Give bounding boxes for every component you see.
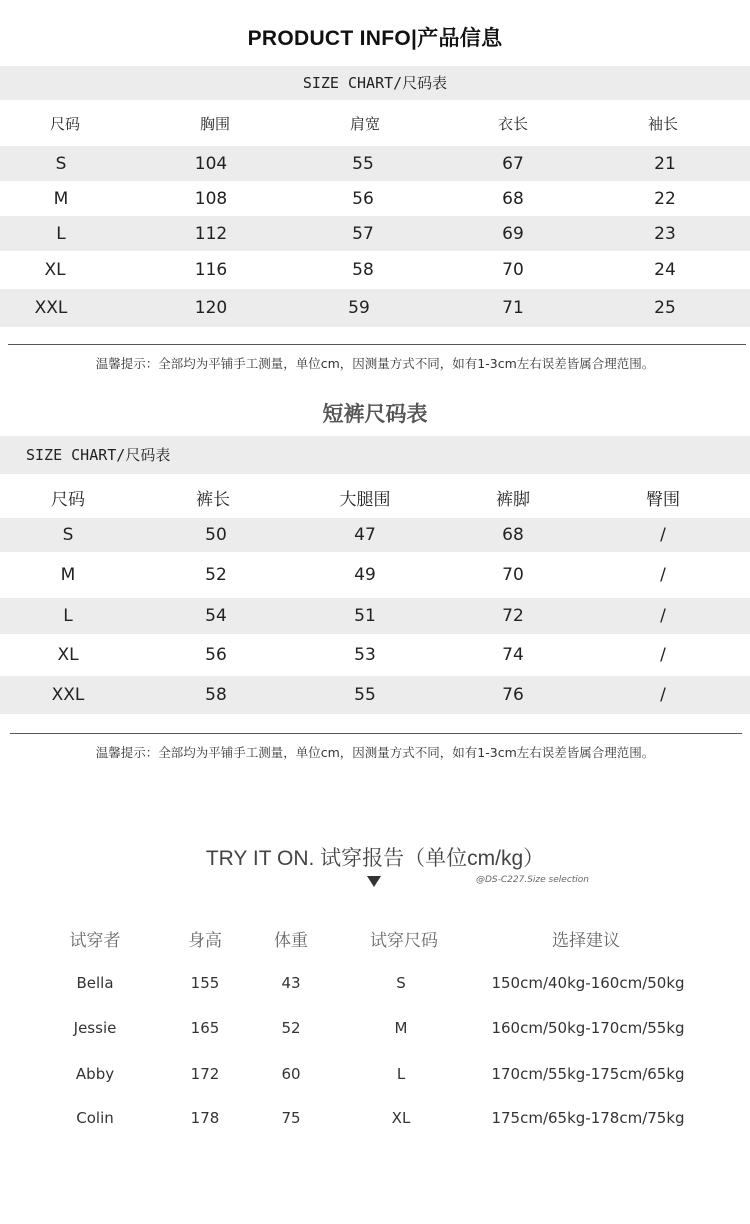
table-row <box>0 216 750 251</box>
table-cell: XL <box>57 645 79 665</box>
table-cell: / <box>660 606 666 626</box>
tester-height: 165 <box>190 1019 220 1037</box>
table-cell: 120 <box>194 298 228 318</box>
header-cell: 尺码 <box>49 114 80 133</box>
table-row <box>0 556 750 594</box>
size-suggestion: 150cm/40kg-160cm/50kg <box>491 974 685 992</box>
tester-weight: 60 <box>281 1065 301 1083</box>
table-cell: L <box>63 606 73 626</box>
table-row <box>0 676 750 714</box>
divider <box>10 733 742 734</box>
page-title: PRODUCT INFO|产品信息 <box>247 27 503 50</box>
table-cell: 104 <box>194 153 228 174</box>
table-cell: 58 <box>205 685 227 705</box>
table-row <box>0 518 750 552</box>
top-size-table <box>0 100 750 328</box>
table-cell: 52 <box>205 565 227 585</box>
table-cell: 116 <box>194 260 228 280</box>
try-on-row <box>0 967 750 999</box>
table-cell: / <box>660 685 666 705</box>
header-cell: 袖长 <box>647 114 678 133</box>
table-cell: 51 <box>354 606 376 626</box>
tester-height: 155 <box>190 974 220 992</box>
tester-weight: 43 <box>281 974 301 992</box>
table-cell: XL <box>44 260 66 280</box>
table-row <box>0 289 750 327</box>
table-cell: 58 <box>352 260 374 280</box>
tester-size: S <box>396 974 406 992</box>
table-cell: 70 <box>502 565 524 585</box>
try-on-header-row <box>0 918 750 958</box>
table-cell: S <box>55 153 67 174</box>
tester-height: 172 <box>190 1065 220 1083</box>
table-header-row <box>0 100 750 146</box>
try-on-row <box>0 1058 750 1090</box>
shorts-size-chart-band <box>0 436 750 474</box>
table-cell: 21 <box>654 153 676 174</box>
table-cell: XXL <box>51 685 85 705</box>
table-cell: 70 <box>502 260 524 280</box>
size-chart-band <box>0 66 750 100</box>
tester-name: Bella <box>76 974 114 992</box>
down-triangle-icon <box>367 876 381 887</box>
header-cell: 尺码 <box>51 489 85 510</box>
table-cell: / <box>660 645 666 665</box>
table-cell: S <box>62 525 74 545</box>
size-suggestion: 170cm/55kg-175cm/65kg <box>491 1065 685 1083</box>
tester-weight: 52 <box>281 1019 301 1037</box>
header-cell: 臀围 <box>646 489 680 510</box>
size-chart-label: SIZE CHART/尺码表 <box>302 74 448 92</box>
try-on-row <box>0 1012 750 1044</box>
header-cell: 试穿者 <box>69 930 121 951</box>
table-cell: 53 <box>354 645 376 665</box>
table-cell: 22 <box>654 188 676 209</box>
table-row <box>0 598 750 634</box>
table-cell: 68 <box>502 525 524 545</box>
table-cell: / <box>660 565 666 585</box>
table-cell: 47 <box>354 525 376 545</box>
table-cell: / <box>660 525 666 545</box>
table-cell: 59 <box>348 298 370 318</box>
shorts-chart-title: 短裤尺码表 <box>322 402 428 426</box>
table-row <box>0 636 750 674</box>
measurement-note: 温馨提示：全部均为平铺手工测量，单位cm，因测量方式不同，如有1-3cm左右误差皆属合理范围。 <box>95 745 655 760</box>
header-cell: 大腿围 <box>339 489 391 510</box>
table-cell: XXL <box>34 298 68 318</box>
table-cell: 57 <box>352 223 374 244</box>
table-cell: 72 <box>502 606 524 626</box>
tester-size: M <box>394 1019 408 1037</box>
table-cell: 55 <box>354 685 376 705</box>
table-cell: 23 <box>654 223 676 244</box>
table-cell: M <box>53 188 69 209</box>
tester-weight: 75 <box>281 1109 301 1127</box>
header-cell: 选择建议 <box>552 930 620 951</box>
table-cell: 108 <box>194 188 228 209</box>
size-suggestion: 160cm/50kg-170cm/55kg <box>491 1019 685 1037</box>
table-cell: 50 <box>205 525 227 545</box>
size-suggestion: 175cm/65kg-178cm/75kg <box>491 1109 685 1127</box>
table-row <box>0 251 750 289</box>
table-header-row <box>0 476 750 518</box>
header-cell: 衣长 <box>497 114 528 133</box>
try-on-row <box>0 1102 750 1134</box>
tester-height: 178 <box>190 1109 220 1127</box>
tester-name: Jessie <box>73 1019 117 1037</box>
header-cell: 裤脚 <box>496 489 530 510</box>
table-cell: 69 <box>502 223 524 244</box>
table-cell: 24 <box>654 260 676 280</box>
table-cell: 56 <box>352 188 374 209</box>
table-row <box>0 181 750 216</box>
header-cell: 裤长 <box>196 489 230 510</box>
measurement-note: 温馨提示：全部均为平铺手工测量，单位cm，因测量方式不同，如有1-3cm左右误差皆属合理范围。 <box>95 356 655 371</box>
table-cell: 56 <box>205 645 227 665</box>
table-cell: 76 <box>502 685 524 705</box>
table-cell: M <box>60 565 76 585</box>
header-cell: 试穿尺码 <box>370 930 438 951</box>
table-cell: 71 <box>502 298 524 318</box>
size-selection-label: @DS-C227.Size selection <box>476 875 590 885</box>
table-cell: 25 <box>654 298 676 318</box>
tester-name: Colin <box>76 1109 114 1127</box>
header-cell: 身高 <box>188 930 222 951</box>
tester-size: L <box>396 1065 406 1083</box>
table-cell: 112 <box>194 223 228 244</box>
table-cell: 68 <box>502 188 524 209</box>
header-cell: 体重 <box>274 930 308 951</box>
table-row <box>0 146 750 181</box>
table-cell: 74 <box>502 645 524 665</box>
header-cell: 胸围 <box>199 114 230 133</box>
table-cell: 67 <box>502 153 524 174</box>
table-cell: 54 <box>205 606 227 626</box>
table-cell: L <box>56 223 66 244</box>
table-cell: 55 <box>352 153 374 174</box>
tester-size: XL <box>391 1109 411 1127</box>
shorts-size-table <box>0 476 750 714</box>
table-cell: 49 <box>354 565 376 585</box>
tester-name: Abby <box>75 1065 115 1083</box>
try-on-title: TRY IT ON. 试穿报告（单位cm/kg） <box>205 847 545 870</box>
divider <box>8 344 746 345</box>
shorts-size-chart-label: SIZE CHART/尺码表 <box>26 446 171 464</box>
header-cell: 肩宽 <box>349 114 380 133</box>
